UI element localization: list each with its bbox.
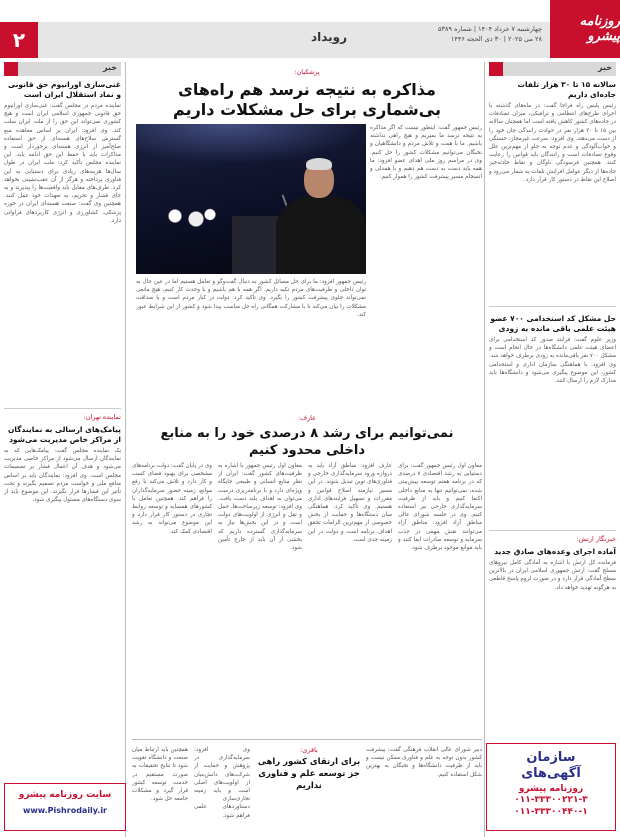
bottom-headline: برای ارتقای کشور راهی جز توسعه علم و فناوری نداریم (257, 757, 361, 791)
kicker: خبرنگار ارتش: (576, 535, 616, 543)
date-line-gregorian: ۲۸ می ۲۰۲۵ | ۳۰ ذی الحجه ۱۴۴۶ (450, 35, 542, 43)
ad-brand: روزنامه پیشرو (518, 784, 584, 794)
headline: پیامک‌های ارسالی به نمایندگان از مراکز خاص مدیریت می‌شود (7, 425, 121, 444)
sub-headline: نمی‌توانیم برای رشد ۸ درصدی خود را به منابع داخلی محدود کنیم (160, 426, 454, 458)
headline: غنی‌سازی اورانیوم حق قانونی و نماد استقلال ایران است (7, 80, 121, 99)
date-line-persian: چهارشنبه ۷ خرداد ۱۴۰۴ | شماره ۵۳۸۹ (438, 25, 542, 33)
speaker-hair (306, 158, 332, 170)
website-url[interactable]: www.Pishrodaily.ir (22, 806, 108, 815)
ad-phone-2: ۰۱۱-۳۳۳۰۰۴۴۰-۱ (514, 807, 588, 817)
sub-kicker: عارف: (298, 414, 316, 422)
main-article-body-1: رئیس جمهور گفت: اینطور نیست که اگر مذاکره به نتیجه نرسد ما بمیریم و هیچ راهی نداشته باشیم. ما با همت و تلاش مردم و دانشگاهیان و نخبگان می‌توانیم مشکلات کشور را حل کنیم. وی در مراسم روز ملی اهدای عضو افزود: ما همه باید دست به دست هم دهیم و با همدلی و انسجام مسیر پیشرفت کشور را هموار کنیم. (370, 125, 482, 181)
dateline (438, 24, 542, 44)
news-photo (136, 124, 366, 274)
main-headline: مذاکره به نتیجه نرسد هم راه‌های بی‌شماری برای حل مشکلات داریم (173, 80, 441, 119)
left-column-tab-label: خبر (102, 63, 117, 72)
ad-title-line-2: آگهی‌های (521, 766, 581, 781)
headline: آماده اجرای وعده‌های صادق جدید (494, 547, 616, 556)
page-number: ۲ (0, 22, 38, 58)
advertising-box (486, 743, 616, 831)
website-box (4, 783, 126, 831)
headline: حل مشکل کد استخدامی ۷۰۰ عضو هیئت علمی باقی مانده به زودی (490, 314, 616, 333)
sub-article-col-4: وی در پایان گفت: دولت برنامه‌های مشخصی برای بهبود فضای کسب و کار دارد و تلاش می‌کند با رفع موانع، زمینه حضور سرمایه‌گذاران را فراهم کند. همچنین تعامل با کشورهای همسایه و توسعه روابط تجاری در دستور کار قرار دارد و این موضوع می‌تواند به رشد اقتصادی کمک کند. (132, 463, 212, 535)
kicker: نماینده تهران: (83, 413, 121, 421)
article-body: رئیس پلیس راه فراجا گفت: در ماه‌های گذشته با اجرای طرح‌های انتظامی و ترافیکی، میزان تصادفات در جاده‌های کشور کاهش یافته است اما همچنان سالانه بین ۱۵ تا ۳۰ هزار نفر در حوادث رانندگی جان خود را از دست می‌دهند. وی افزود: سرعت غیرمجاز، خستگی و خواب‌آلودگی و عدم توجه به جلو از مهم‌ترین علل وقوع تصادفات است و رانندگان باید قوانین را رعایت کنند. همچنین فرسودگی ناوگان و نقاط حادثه‌خیز جاده‌ها از دیگر عوامل افزایش تلفات به شمار می‌رود و اصلاح این نقاط در دستور کار قرار دارد. (489, 103, 616, 183)
page-header (0, 0, 620, 58)
article-body: فرمانده کل ارتش با اشاره به آمادگی کامل نیروهای مسلح گفت: ارتش جمهوری اسلامی ایران در بالاترین سطح آمادگی قرار دارد و در صورت لزوم پاسخ قاطعی به هرگونه تهدید خواهد داد. (489, 560, 616, 591)
bottom-article-text-a: دبیر شورای عالی انقلاب فرهنگی گفت: پیشرفت کشور بدون توجه به علم و فناوری ممکن نیست و باید از ظرفیت دانشگاه‌ها و نخبگان به بهترین شکل استفاده کنیم. (366, 747, 482, 778)
sub-article-col-2: عارف افزود: مناطق آزاد باید به دروازه ورود سرمایه‌گذاری خارجی و فناوری‌های نوین تبدیل شوند. در این مسیر نیازمند اصلاح قوانین و مقررات و تسهیل فرایندهای اداری هستیم. وی تأکید کرد: هماهنگی میان دستگاه‌ها و حمایت از بخش خصوصی از مهم‌ترین الزامات تحقق اهداف برنامه است و دولت در این زمینه جدی است. (308, 463, 392, 543)
article-body: یک نماینده مجلس گفت: پیامک‌هایی که به نمایندگان ارسال می‌شود از مراکز خاصی مدیریت می‌شود و هدف آن اعمال فشار بر تصمیمات مجلس است. وی افزود: نمایندگان باید بر اساس منافع ملی و خواست مردم تصمیم بگیرند و تحت تأثیر این فشارها قرار نگیرند. این موضوع باید از سوی دستگاه‌های مسئول پیگیری شود. (4, 448, 121, 504)
red-corner-icon (4, 62, 18, 76)
ad-title (487, 750, 615, 782)
article-body: وزیر علوم گفت: فرایند صدور کد استخدامی برای اعضای هیئت علمی دانشگاه‌ها در حال انجام است و مشکل ۷۰۰ نفر باقی‌مانده به زودی برطرف خواهد شد. وی افزود: با هماهنگی سازمان اداری و استخدامی کشور، این موضوع پیگیری می‌شود و دانشگاه‌ها باید مدارک لازم را ارسال کنند. (489, 337, 616, 385)
news-item-road-casualties (489, 80, 616, 298)
website-brand: سایت روزنامه پیشرو (18, 790, 112, 800)
left-column (4, 62, 126, 837)
ad-title-line-1: سازمان (526, 750, 576, 765)
headline: سالانه ۱۵ تا ۳۰ هزار تلفات جاده‌ای داریم (517, 80, 616, 99)
bottom-article-text-b: وی افزود: سرمایه‌گذاری در پژوهش و حمایت از شرکت‌های دانش‌بنیان از اولویت‌های اصلی است و باید زمینه تجاری‌سازی دستاوردهای علمی فراهم شود. (194, 747, 250, 819)
right-column-tab-label: خبر (597, 63, 612, 72)
right-column (484, 62, 616, 837)
news-item-sms (4, 408, 121, 737)
section-title: رویداد (310, 30, 348, 44)
main-article-body-2: رئیس جمهور افزود: ما برای حل مسائل کشور به دنبال گفت‌وگو و تعامل هستیم اما در عین حال به توان داخلی و ظرفیت‌های مردم تکیه داریم. اگر همه با هم باشیم و با وحدت کار کنیم، هیچ مانعی نمی‌تواند جلوی پیشرفت کشور را بگیرد. وی تأکید کرد: دولت در کنار مردم است و با صداقت مشکلات را بیان می‌کند تا با مشارکت همگانی راه حل مناسب پیدا شود و کشور از این شرایط عبور کند. (136, 279, 366, 318)
news-item-army (489, 530, 616, 629)
bottom-article (132, 739, 482, 831)
newspaper-logo: روزنامه پیشرو (550, 0, 620, 58)
article-body: نماینده مردم در مجلس گفت: غنی‌سازی اورانیوم حق قانونی جمهوری اسلامی ایران است و هیچ کشوری نمی‌تواند این حق را از ملت ایران سلب کند. وی افزود: ایران بر اساس معاهده منع گسترش سلاح‌های هسته‌ای از حق استفاده صلح‌آمیز از انرژی هسته‌ای برخوردار است و مذاکرات باید با حفظ این حق ادامه یابد. این نماینده مجلس تأکید کرد: ملت ایران در طول سال‌ها هزینه‌های زیادی برای دستیابی به این فناوری پرداخته و هرگز از آن عقب‌نشینی نخواهد کرد. طرف‌های مقابل باید واقعیت‌ها را بپذیرند و به جای فشار و تحریم، به تعهدات خود عمل کنند. همچنین وی گفت: صنعت هسته‌ای ایران در حوزه پزشکی، کشاورزی و انرژی کاربردهای فراوانی دارد. (4, 103, 121, 224)
main-column (132, 62, 482, 837)
flowers (154, 204, 224, 234)
left-column-tab (4, 62, 121, 76)
sub-article (132, 414, 482, 552)
main-kicker: پزشکیان: (294, 68, 320, 76)
sub-article-col-3: معاون اول رئیس جمهور با اشاره به ظرفیت‌های کشور گفت: ایران از نظر منابع انسانی و طبیعی جایگاه ویژه‌ای دارد و با برنامه‌ریزی درست می‌توان به اهداف بلند دست یافت. وی افزود: توسعه زیرساخت‌ها، حمل و نقل و انرژی از اولویت‌های دولت است و در این بخش‌ها نیاز به سرمایه‌گذاری گسترده داریم که بخشی از آن باید از خارج تأمین شود. (218, 463, 302, 552)
news-item-uranium (4, 80, 121, 402)
sub-article-col-1: معاون اول رئیس جمهور گفت: برای دستیابی به رشد اقتصادی ۸ درصدی که در برنامه هفتم توسعه پیش‌بینی شده، نمی‌توانیم تنها به منابع داخلی اکتفا کنیم و باید از ظرفیت سرمایه‌گذاری خارجی نیز استفاده کنیم. وی در جلسه شورای عالی مناطق آزاد افزود: مناطق آزاد می‌توانند نقش مهمی در جذب سرمایه و توسعه صادرات ایفا کنند و باید موانع موجود برطرف شود. (398, 463, 482, 552)
bottom-article-text-c: همچنین باید ارتباط میان صنعت و دانشگاه تقویت شود تا نتایج تحقیقات به صورت مستقیم در خدمت توسعه کشور قرار گیرد و مشکلات جامعه حل شود. (132, 747, 188, 803)
speaker-body (276, 196, 366, 274)
red-corner-icon (489, 62, 503, 76)
bottom-kicker: باقری: (300, 746, 318, 754)
stage-lights (136, 124, 366, 164)
right-column-tab (489, 62, 616, 76)
ad-phone-1: ۰۱۱-۳۳۳۰۰۲۲۱-۳ (514, 795, 588, 805)
news-item-faculty-hiring (489, 306, 616, 522)
